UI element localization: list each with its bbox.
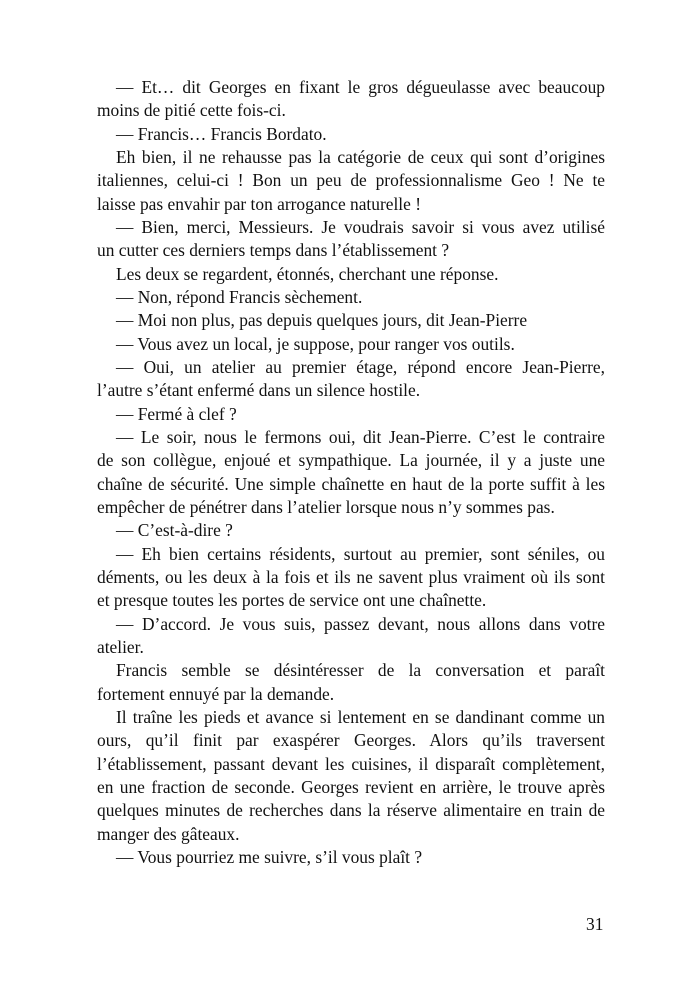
text-line: chaîne de sécurité. Une simple chaînette en haut de la porte suffit à les	[97, 473, 605, 494]
text-line: un cutter ces derniers temps dans l’établissement ?	[97, 240, 450, 261]
text-line: — Francis… Francis Bordato.	[116, 123, 327, 144]
paragraph	[97, 76, 605, 123]
text-line: — Vous pourriez me suivre, s’il vous plaît ?	[116, 846, 423, 867]
paragraph	[97, 846, 605, 869]
text-line: Les deux se regardent, étonnés, cherchant une réponse.	[116, 263, 499, 284]
text-line: moins de pitié cette fois-ci.	[97, 100, 286, 121]
text-line: italiennes, celui-ci ! Bon un peu de professionnalisme Geo ! Ne te	[97, 170, 605, 191]
paragraph	[97, 286, 605, 309]
body-text	[97, 76, 605, 869]
paragraph	[97, 403, 605, 426]
text-line: — Vous avez un local, je suppose, pour ranger vos outils.	[116, 333, 515, 354]
paragraph	[97, 659, 605, 706]
text-line: et presque toutes les portes de service ont une chaînette.	[97, 590, 487, 611]
text-line: — Eh bien certains résidents, surtout au premier, sont séniles, ou	[116, 543, 605, 564]
paragraph	[97, 613, 605, 660]
text-line: Eh bien, il ne rehausse pas la catégorie de ceux qui sont d’origines	[116, 146, 605, 167]
text-line: l’autre s’étant enfermé dans un silence hostile.	[97, 380, 421, 401]
paragraph	[97, 519, 605, 542]
text-line: en une fraction de seconde. Georges revient en arrière, le trouve après	[97, 776, 605, 797]
text-line: atelier.	[97, 636, 144, 657]
text-line: — Et… dit Georges en fixant le gros dégueulasse avec beaucoup	[116, 77, 605, 97]
paragraph	[97, 333, 605, 356]
text-line: — Non, répond Francis sèchement.	[116, 286, 363, 307]
paragraph	[97, 706, 605, 846]
paragraph	[97, 263, 605, 286]
text-line: Francis semble se désintéresser de la conversation et paraît	[116, 660, 605, 681]
paragraph	[97, 426, 605, 519]
text-line: — D’accord. Je vous suis, passez devant, nous allons dans votre	[116, 613, 605, 634]
text-line: ours, qu’il finit par exaspérer Georges. Alors qu’ils traversent	[97, 730, 605, 751]
paragraph	[97, 123, 605, 146]
text-line: l’établissement, passant devant les cuisines, il disparaît complètement,	[97, 753, 605, 774]
text-line: — Oui, un atelier au premier étage, répond encore Jean-Pierre,	[116, 356, 605, 377]
text-line: déments, ou les deux à la fois et ils ne savent plus vraiment où ils sont	[97, 566, 605, 587]
text-line: — Moi non plus, pas depuis quelques jours, dit Jean-Pierre	[116, 310, 528, 331]
text-line: Il traîne les pieds et avance si lentement en se dandinant comme un	[116, 706, 605, 727]
paragraph	[97, 216, 605, 263]
text-line: — Bien, merci, Messieurs. Je voudrais savoir si vous avez utilisé	[116, 216, 605, 237]
text-line: — Le soir, nous le fermons oui, dit Jean-Pierre. C’est le contraire	[116, 426, 605, 447]
paragraph	[97, 543, 605, 613]
text-line: — Fermé à clef ?	[116, 403, 237, 424]
paragraph	[97, 146, 605, 216]
text-line: — C’est-à-dire ?	[116, 520, 233, 541]
page-number: 31	[586, 914, 604, 934]
paragraph	[97, 309, 605, 332]
text-line: empêcher de pénétrer dans l’atelier lorsque nous n’y sommes pas.	[97, 496, 555, 517]
text-line: manger des gâteaux.	[97, 823, 240, 844]
text-line: de son collègue, enjoué et sympathique. La journée, il y a juste une	[97, 450, 605, 471]
paragraph	[97, 356, 605, 403]
text-line: fortement ennuyé par la demande.	[97, 683, 335, 704]
text-line: laisse pas envahir par ton arrogance naturelle !	[97, 193, 421, 214]
text-line: quelques minutes de recherches dans la réserve alimentaire en train de	[97, 800, 605, 821]
